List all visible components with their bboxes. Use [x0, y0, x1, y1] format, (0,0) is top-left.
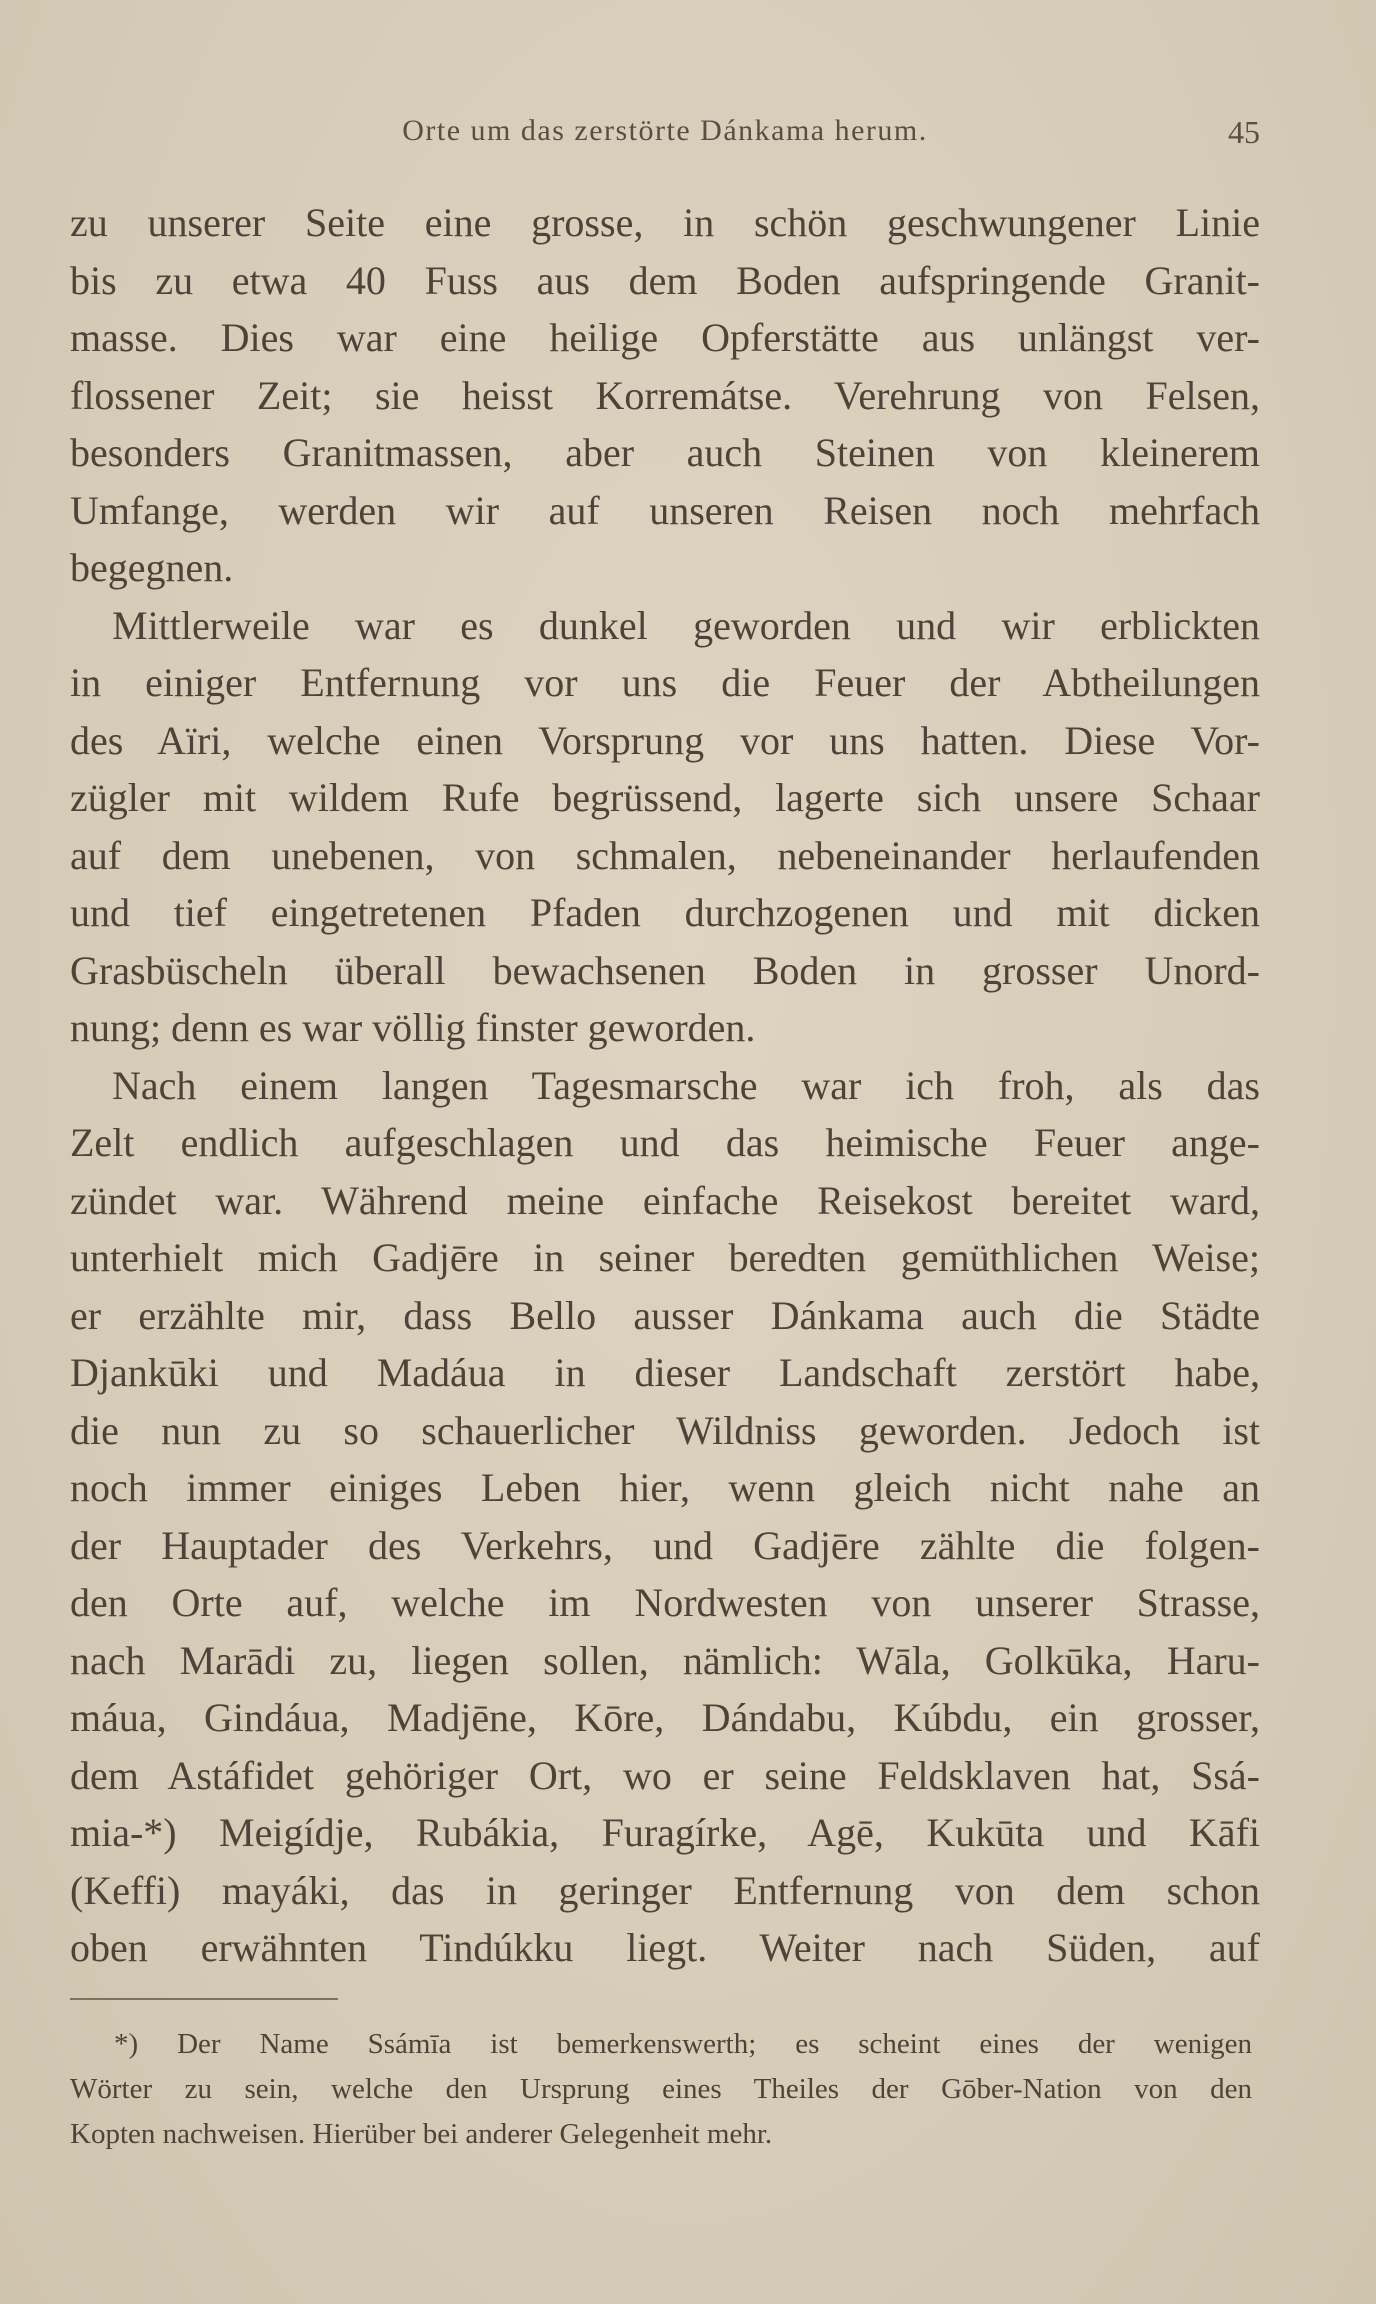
text-line: mia-*) Meigídje, Rubákia, Furagírke, Agē, Kukūta und Kāfi — [70, 1810, 1260, 1855]
text-line: (Keffi) mayáki, das in geringer Entfernung von dem schon — [70, 1867, 1260, 1913]
footnote — [70, 2022, 1252, 2157]
text-line: und tief eingetretenen Pfaden durchzogenen und mit dicken — [70, 890, 1260, 935]
text-line: nung; denn es war völlig finster geworden. — [70, 1005, 756, 1050]
text-line: begegnen. — [70, 545, 234, 590]
text-line: Djankūki und Madáua in dieser Landschaft zerstört habe, — [70, 1350, 1260, 1395]
text-line: er erzählte mir, dass Bello ausser Dánkama auch die Städte — [70, 1292, 1260, 1338]
footnote-divider — [70, 1998, 338, 2000]
page-header — [70, 114, 1260, 154]
text-line: Zelt endlich aufgeschlagen und das heimische Feuer ange- — [70, 1120, 1260, 1165]
footnote-line: Kopten nachweisen. Hierüber bei anderer Gelegenheit mehr. — [70, 2118, 773, 2150]
text-line: noch immer einiges Leben hier, wenn gleich nicht nahe an — [70, 1465, 1260, 1510]
text-line: des Aïri, welche einen Vorsprung vor uns hatten. Diese Vor- — [70, 717, 1260, 763]
text-line: oben erwähnten Tindúkku liegt. Weiter nach Süden, auf — [70, 1925, 1260, 1970]
text-line: der Hauptader des Verkehrs, und Gadjēre zählte die folgen- — [70, 1522, 1260, 1568]
text-line: masse. Dies war eine heilige Opferstätte aus unlängst ver- — [70, 315, 1260, 360]
text-line: bis zu etwa 40 Fuss aus dem Boden aufspringende Granit- — [70, 257, 1260, 303]
text-line: besonders Granitmassen, aber auch Steinen von kleinerem — [70, 430, 1260, 475]
text-line: die nun zu so schauerlicher Wildniss geworden. Jedoch ist — [70, 1407, 1260, 1453]
footnote-line: Wörter zu sein, welche den Ursprung eines Theiles der Gōber-Nation von den — [70, 2073, 1252, 2105]
text-line: zündet war. Während meine einfache Reisekost bereitet ward, — [70, 1177, 1260, 1223]
footnote-line: *) Der Name Ssámīa ist bemerkenswerth; es scheint eines der wenigen — [114, 2028, 1252, 2060]
text-line: den Orte auf, welche im Nordwesten von unserer Strasse, — [70, 1580, 1260, 1625]
text-line: dem Astáfidet gehöriger Ort, wo er seine Feldsklaven hat, Ssá- — [70, 1752, 1260, 1798]
text-line: zu unserer Seite eine grosse, in schön geschwungener Linie — [70, 200, 1260, 245]
text-line: Mittlerweile war es dunkel geworden und wir erblickten — [112, 602, 1260, 648]
text-line: unterhielt mich Gadjēre in seiner beredten gemüthlichen Weise; — [70, 1235, 1260, 1280]
text-line: Nach einem langen Tagesmarsche war ich froh, als das — [112, 1062, 1260, 1108]
text-line: Umfange, werden wir auf unseren Reisen noch mehrfach — [70, 487, 1260, 533]
text-line: nach Marādi zu, liegen sollen, nämlich: Wāla, Golkūka, Haru- — [70, 1637, 1260, 1683]
text-line: Grasbüscheln überall bewachsenen Boden in grosser Unord- — [70, 947, 1260, 993]
page-number: 45 — [1228, 114, 1260, 150]
running-head: Orte um das zerstörte Dánkama herum. — [402, 114, 928, 147]
text-line: flossener Zeit; sie heisst Korremátse. Verehrung von Felsen, — [70, 372, 1260, 418]
text-line: in einiger Entfernung vor uns die Feuer der Abtheilungen — [70, 660, 1260, 705]
text-line: auf dem unebenen, von schmalen, nebeneinander herlaufenden — [70, 832, 1260, 878]
body-text — [70, 194, 1260, 1977]
text-line: zügler mit wildem Rufe begrüssend, lagerte sich unsere Schaar — [70, 775, 1260, 820]
text-line: máua, Gindáua, Madjēne, Kōre, Dándabu, Kúbdu, ein grosser, — [70, 1695, 1260, 1740]
